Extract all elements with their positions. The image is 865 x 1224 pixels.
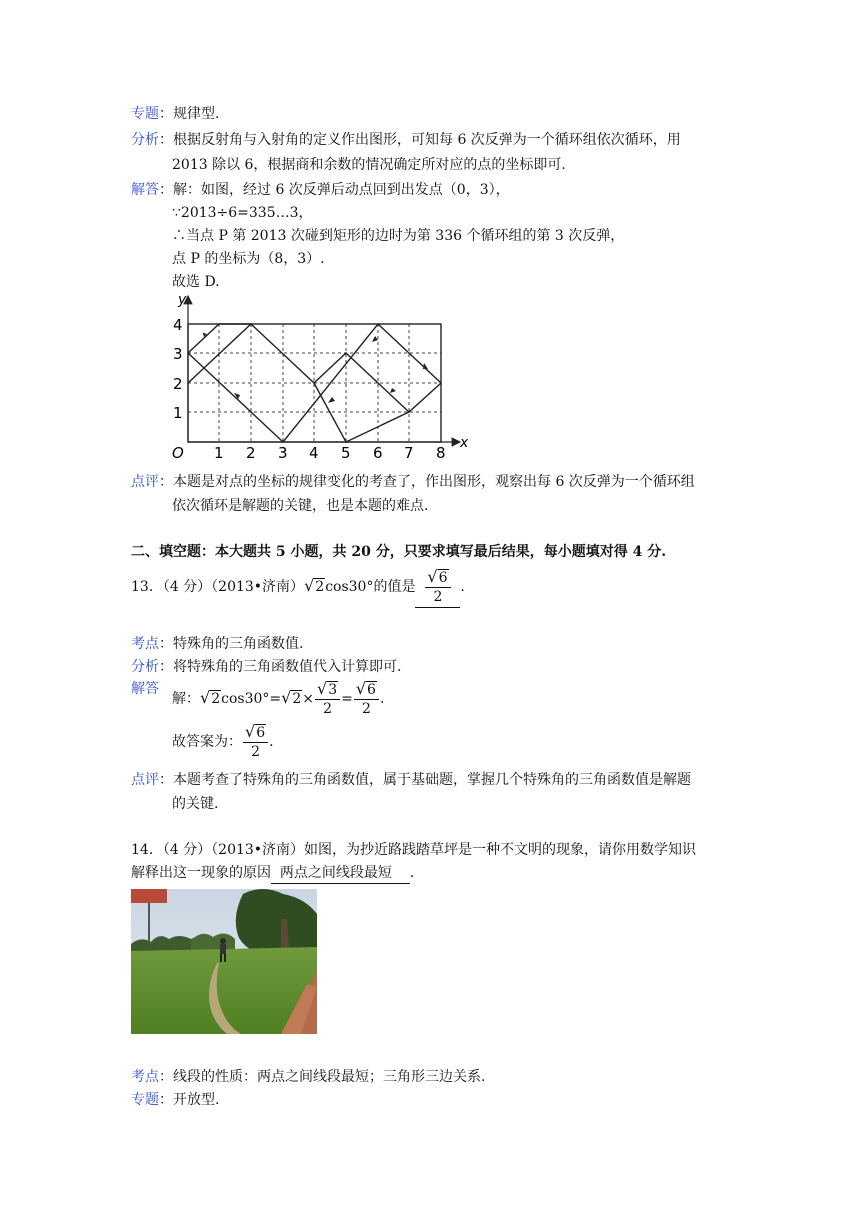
x-tick-8: 8 [436, 444, 446, 462]
q13-jd-frac2: $\frac{√6}{2}$ [354, 680, 379, 718]
q13-jd-sqrt2: √2 [281, 688, 302, 707]
x-tick-4: 4 [309, 444, 319, 462]
lawn-photo [131, 889, 317, 1034]
x-tick-3: 3 [278, 444, 288, 462]
q13-jd-sqrt2-value: 2 [292, 691, 302, 707]
q13-prefix: 13．（4 分）（2013•济南） [131, 579, 305, 595]
q14-zt-text: ：开放型. [159, 1092, 220, 1108]
q13-jd-sqrt1-value: 2 [211, 691, 221, 707]
topic-line [131, 104, 219, 124]
x-tick-5: 5 [341, 444, 351, 462]
comment-line [131, 472, 695, 492]
q13-ans-dot: . [269, 734, 274, 750]
q13-dp-text-1: ：本题考查了特殊角的三角函数值，属于基础题，掌握几个特殊角的三角函数值是解题 [159, 772, 691, 788]
comment-text-2: 依次循环是解题的关键，也是本题的难点. [172, 498, 429, 514]
x-axis-label: x [460, 435, 468, 451]
q13-jd-prefix: 解： [172, 691, 200, 707]
q13-solution-line [172, 678, 384, 719]
solution-text-3: ∴当点 P 第 2013 次碰到矩形的边时为第 336 个循环组的第 3 次反弹， [172, 228, 625, 244]
origin-label: O [172, 444, 184, 462]
analysis-line [131, 130, 681, 150]
q13-jd-frac1-num: 3 [328, 682, 338, 698]
q13-dp-tag: 点评 [131, 772, 159, 788]
q13-mid: cos30°的值是 [325, 579, 416, 595]
y-tick-4: 4 [173, 316, 183, 334]
solution-text-4: 点 P 的坐标为（8，3）. [172, 251, 325, 267]
q13-jd-eq: = [341, 691, 353, 707]
lawn-photo-drawing [131, 889, 317, 1034]
x-tick-6: 6 [373, 444, 383, 462]
q13-jd-dot: . [379, 691, 385, 707]
x-tick-7: 7 [404, 444, 414, 462]
q13-answer-fraction: $\frac{√6}{2}$ [425, 568, 450, 606]
q13-dp-line [131, 770, 691, 790]
q13-ans-den: 2 [251, 744, 261, 760]
solution-text-2: ∵2013÷6=335…3， [172, 205, 313, 221]
q13-jd-tag: 解答 [131, 681, 159, 697]
section-heading: 二、填空题：本大题共 5 小题，共 20 分，只要求填写最后结果，每小题填对得 4 分. [131, 544, 667, 560]
q13-kd-tag: 考点 [131, 636, 159, 652]
q13-jd-times: × [302, 691, 314, 707]
analysis-text-2: 2013 除以 6，根据商和余数的情况确定所对应的点的坐标即可. [172, 157, 566, 173]
q14-line-2 [131, 863, 414, 884]
path-arrows [201, 331, 428, 403]
q13-fx-line [131, 657, 401, 677]
q13-ans-fraction: $\frac{√6}{2}$ [243, 723, 268, 761]
q14-prefix: 解释出这一现象的原因 [131, 865, 271, 881]
q14-line-1: 14．（4 分）（2013•济南）如图，为抄近路践踏草坪是一种不文明的现象，请你用数学知识 [131, 842, 697, 858]
q13-ans-prefix: 故答案为： [172, 734, 242, 750]
q14-kd-tag: 考点 [131, 1069, 159, 1085]
q14-answer: 两点之间线段最短 [279, 865, 392, 881]
q13-sqrt: √2 [304, 576, 325, 595]
q13-answer-blank [415, 567, 460, 608]
q13-answer-den: 2 [433, 589, 443, 605]
q13-jd-frac1-den: 2 [323, 701, 332, 717]
solution-text-5: 故选 D. [172, 274, 220, 290]
y-axis-label: y [178, 292, 187, 308]
q14-zt-tag: 专题 [131, 1092, 159, 1108]
q13-jd-frac2-den: 2 [361, 701, 371, 717]
q13-fx-tag: 分析 [131, 659, 159, 675]
solution-tag: 解答 [131, 182, 159, 198]
q13-answer-num: 6 [438, 570, 448, 586]
analysis-tag: 分析 [131, 132, 159, 148]
topic-tag: 专题 [131, 106, 159, 122]
q14-kd-line [131, 1067, 485, 1087]
q13-jd-frac2-num: 6 [367, 682, 376, 698]
analysis-text-1: ：根据反射角与入射角的定义作出图形，可知每 6 次反弹为一个循环组依次循环，用 [159, 132, 681, 148]
q13-jd-frac1: $\frac{√3}{2}$ [315, 680, 340, 718]
q13-jd-sqrt1: √2 [200, 688, 221, 707]
q13-dp-text-2: 的关键. [172, 796, 219, 812]
solution-line [131, 180, 510, 200]
q14-answer-blank [271, 863, 410, 884]
q13-kd-line [131, 634, 303, 654]
q13-jd-line [131, 679, 159, 699]
comment-text-1: ：本题是对点的坐标的规律变化的考查了，作出图形，观察出每 6 次反弹为一个循环组 [159, 474, 695, 490]
x-tick-2: 2 [246, 444, 256, 462]
x-tick-1: 1 [214, 444, 224, 462]
topic-text: ：规律型. [159, 106, 220, 122]
q13-kd-text: ：特殊角的三角函数值. [159, 636, 304, 652]
q14-kd-text: ：线段的性质：两点之间线段最短；三角形三边关系. [159, 1069, 486, 1085]
y-tick-1: 1 [173, 404, 183, 422]
reflection-graph [168, 290, 468, 466]
q13-sqrt-value: 2 [315, 579, 325, 595]
q13-end: . [460, 579, 465, 595]
q13-answer-line [172, 722, 274, 762]
q13-fx-text: ：将特殊角的三角函数值代入计算即可. [159, 659, 402, 675]
y-tick-3: 3 [173, 345, 183, 363]
q13-line [131, 566, 465, 608]
q14-zt-line [131, 1090, 219, 1110]
solution-text-1: ：解：如图，经过 6 次反弹后动点回到出发点（0，3）， [159, 182, 510, 198]
q13-jd-cos: cos30°= [221, 691, 282, 707]
q13-ans-num: 6 [256, 725, 266, 741]
comment-tag: 点评 [131, 474, 159, 490]
q14-end: . [409, 865, 415, 881]
y-tick-2: 2 [173, 375, 183, 393]
